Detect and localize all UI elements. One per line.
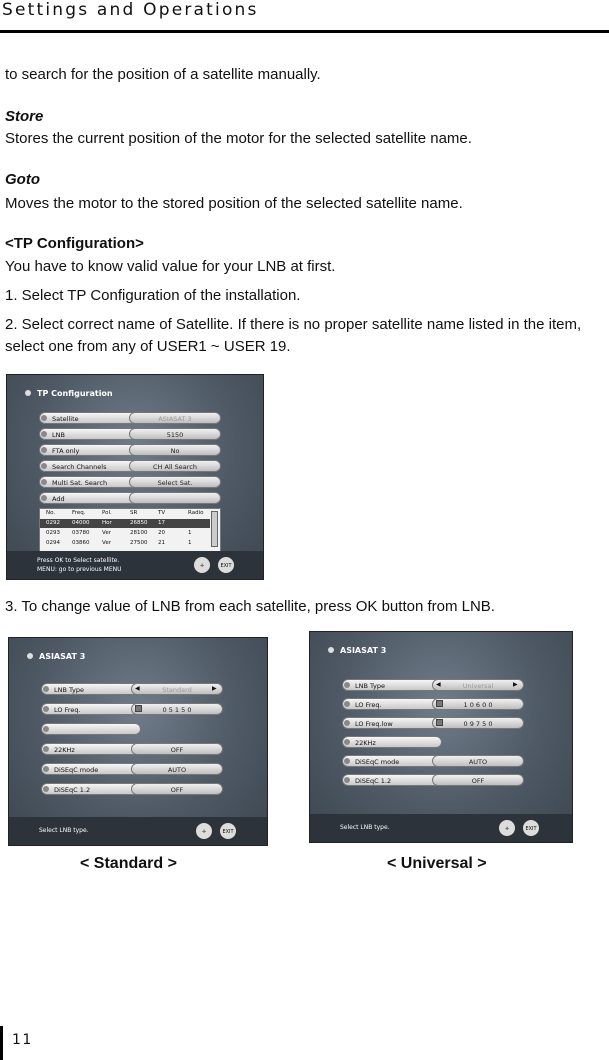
screen-title: TP Configuration (37, 389, 113, 398)
step-3: 3. To change value of LNB from each satellite, press OK button from LNB. (5, 598, 495, 615)
edit-marker-icon (135, 705, 142, 712)
menu-row-value: 0 9 7 5 0 (432, 717, 524, 729)
menu-row-value: No (129, 444, 221, 456)
page-margin-bar (0, 1026, 3, 1060)
table-header-cell: Radio (188, 510, 204, 516)
menu-row-label: Satellite (39, 412, 139, 424)
row-bullet-icon (344, 777, 350, 783)
lnb-universal-screenshot (309, 631, 573, 843)
tp-config-heading: <TP Configuration> (5, 235, 144, 252)
table-header-cell: Pol. (102, 510, 112, 516)
table-cell: Ver (102, 530, 111, 536)
table-cell: 27500 (130, 540, 148, 546)
table-cell: Hor (102, 520, 112, 526)
edit-marker-icon (436, 719, 443, 726)
row-bullet-icon (344, 758, 350, 764)
row-bullet-icon (43, 786, 49, 792)
header-rule (0, 30, 609, 33)
menu-row-value: OFF (432, 774, 524, 786)
table-cell: 26850 (130, 520, 148, 526)
menu-row-label: LO Freq. (41, 703, 141, 715)
row-bullet-icon (43, 746, 49, 752)
row-bullet-icon (344, 682, 350, 688)
menu-row-value: Standard (131, 683, 223, 695)
menu-row-label: LNB (39, 428, 139, 440)
store-description: Stores the current position of the motor for the selected satellite name. (5, 130, 472, 147)
help-bar (7, 551, 263, 579)
help-text: Select LNB type. (340, 824, 390, 831)
menu-row-label: DiSEqC mode (342, 755, 442, 767)
table-cell: Ver (102, 540, 111, 546)
exit-button-icon: EXIT (522, 819, 540, 837)
table-cell: 20 (158, 530, 165, 536)
exit-button-icon: EXIT (219, 822, 237, 840)
menu-row-label: LNB Type (41, 683, 141, 695)
menu-row-label: LNB Type (342, 679, 442, 691)
menu-row-label: DiSEqC mode (41, 763, 141, 775)
step-2-line-1: 2. Select correct name of Satellite. If there is no proper satellite name listed in the item, (5, 316, 582, 333)
screen-title: ASIASAT 3 (39, 652, 86, 661)
menu-row-value: CH All Search (129, 460, 221, 472)
menu-row-value: 5150 (129, 428, 221, 440)
table-cell: 0293 (46, 530, 60, 536)
table-header-cell: Freq. (72, 510, 86, 516)
row-bullet-icon (41, 495, 47, 501)
arrow-left-icon[interactable]: ◀ (135, 685, 140, 692)
menu-row-label: LO Freq.low (342, 717, 442, 729)
help-bar (9, 817, 267, 845)
arrow-right-icon[interactable]: ▶ (513, 681, 518, 688)
title-bullet-icon (328, 647, 334, 653)
table-header-cell: SR (130, 510, 138, 516)
menu-row-label: Add (39, 492, 139, 504)
table-row[interactable] (40, 519, 210, 528)
table-cell: 03780 (72, 530, 90, 536)
menu-row-label: Multi Sat. Search (39, 476, 139, 488)
exit-button-icon: EXIT (217, 556, 235, 574)
table-cell: 0294 (46, 540, 60, 546)
table-row[interactable] (40, 539, 210, 548)
table-row[interactable] (40, 529, 210, 538)
menu-row-value: OFF (131, 743, 223, 755)
ok-button-icon: ✛ (195, 822, 213, 840)
section-header: Settings and Operations (2, 0, 259, 20)
menu-row-label (41, 723, 141, 735)
row-bullet-icon (41, 415, 47, 421)
page-number: 11 (12, 1032, 33, 1048)
row-bullet-icon (344, 720, 350, 726)
row-bullet-icon (43, 706, 49, 712)
table-header-cell: No. (46, 510, 56, 516)
help-text-menu: MENU: go to previous MENU (37, 566, 122, 573)
table-cell: 03860 (72, 540, 90, 546)
menu-row-label: 22KHz (41, 743, 141, 755)
paragraph-intro: to search for the position of a satellite manually. (5, 66, 321, 83)
tp-config-intro: You have to know valid value for your LNB at first. (5, 258, 336, 275)
title-bullet-icon (27, 653, 33, 659)
step-2-line-2: select one from any of USER1 ~ USER 19. (5, 338, 291, 355)
row-bullet-icon (41, 479, 47, 485)
menu-row-label: DiSEqC 1.2 (41, 783, 141, 795)
row-bullet-icon (41, 463, 47, 469)
menu-row-value: AUTO (131, 763, 223, 775)
tp-configuration-screenshot (6, 374, 264, 580)
table-cell: 21 (158, 540, 165, 546)
title-bullet-icon (25, 390, 31, 396)
ok-button-icon: ✛ (498, 819, 516, 837)
menu-row-label: 22KHz (342, 736, 442, 748)
table-cell: 1 (188, 530, 192, 536)
menu-row-value: Universal (432, 679, 524, 691)
menu-row-label: FTA only (39, 444, 139, 456)
table-cell: 0292 (46, 520, 60, 526)
row-bullet-icon (41, 447, 47, 453)
menu-row-value (129, 492, 221, 504)
row-bullet-icon (43, 726, 49, 732)
row-bullet-icon (43, 766, 49, 772)
row-bullet-icon (344, 739, 350, 745)
arrow-left-icon[interactable]: ◀ (436, 681, 441, 688)
screen-title: ASIASAT 3 (340, 646, 387, 655)
lnb-standard-screenshot (8, 637, 268, 846)
edit-marker-icon (436, 700, 443, 707)
row-bullet-icon (344, 701, 350, 707)
menu-row-value: OFF (131, 783, 223, 795)
row-bullet-icon (43, 686, 49, 692)
caption-standard: < Standard > (80, 855, 177, 872)
arrow-right-icon[interactable]: ▶ (212, 685, 217, 692)
menu-row-label: DiSEqC 1.2 (342, 774, 442, 786)
table-cell: 28100 (130, 530, 148, 536)
table-cell: 04000 (72, 520, 90, 526)
goto-heading: Goto (5, 171, 40, 188)
table-cell: 1 (188, 540, 192, 546)
step-1: 1. Select TP Configuration of the installation. (5, 287, 301, 304)
table-cell: 17 (158, 520, 165, 526)
menu-row-label: Search Channels (39, 460, 139, 472)
menu-row-value: 1 0 6 0 0 (432, 698, 524, 710)
store-heading: Store (5, 108, 44, 125)
caption-universal: < Universal > (387, 855, 487, 872)
help-text-ok: Press OK to Select satellite. (37, 557, 120, 564)
menu-row-label: LO Freq. (342, 698, 442, 710)
menu-row-value: 0 5 1 5 0 (131, 703, 223, 715)
menu-row-value: ASIASAT 3 (129, 412, 221, 424)
table-scrollbar (211, 511, 218, 547)
table-header-cell: TV (158, 510, 166, 516)
menu-row-value: Select Sat. (129, 476, 221, 488)
menu-row-value: AUTO (432, 755, 524, 767)
help-bar (310, 814, 572, 842)
ok-button-icon: ✛ (193, 556, 211, 574)
goto-description: Moves the motor to the stored position of the selected satellite name. (5, 195, 463, 212)
transponder-table (39, 508, 221, 552)
help-text: Select LNB type. (39, 827, 89, 834)
row-bullet-icon (41, 431, 47, 437)
